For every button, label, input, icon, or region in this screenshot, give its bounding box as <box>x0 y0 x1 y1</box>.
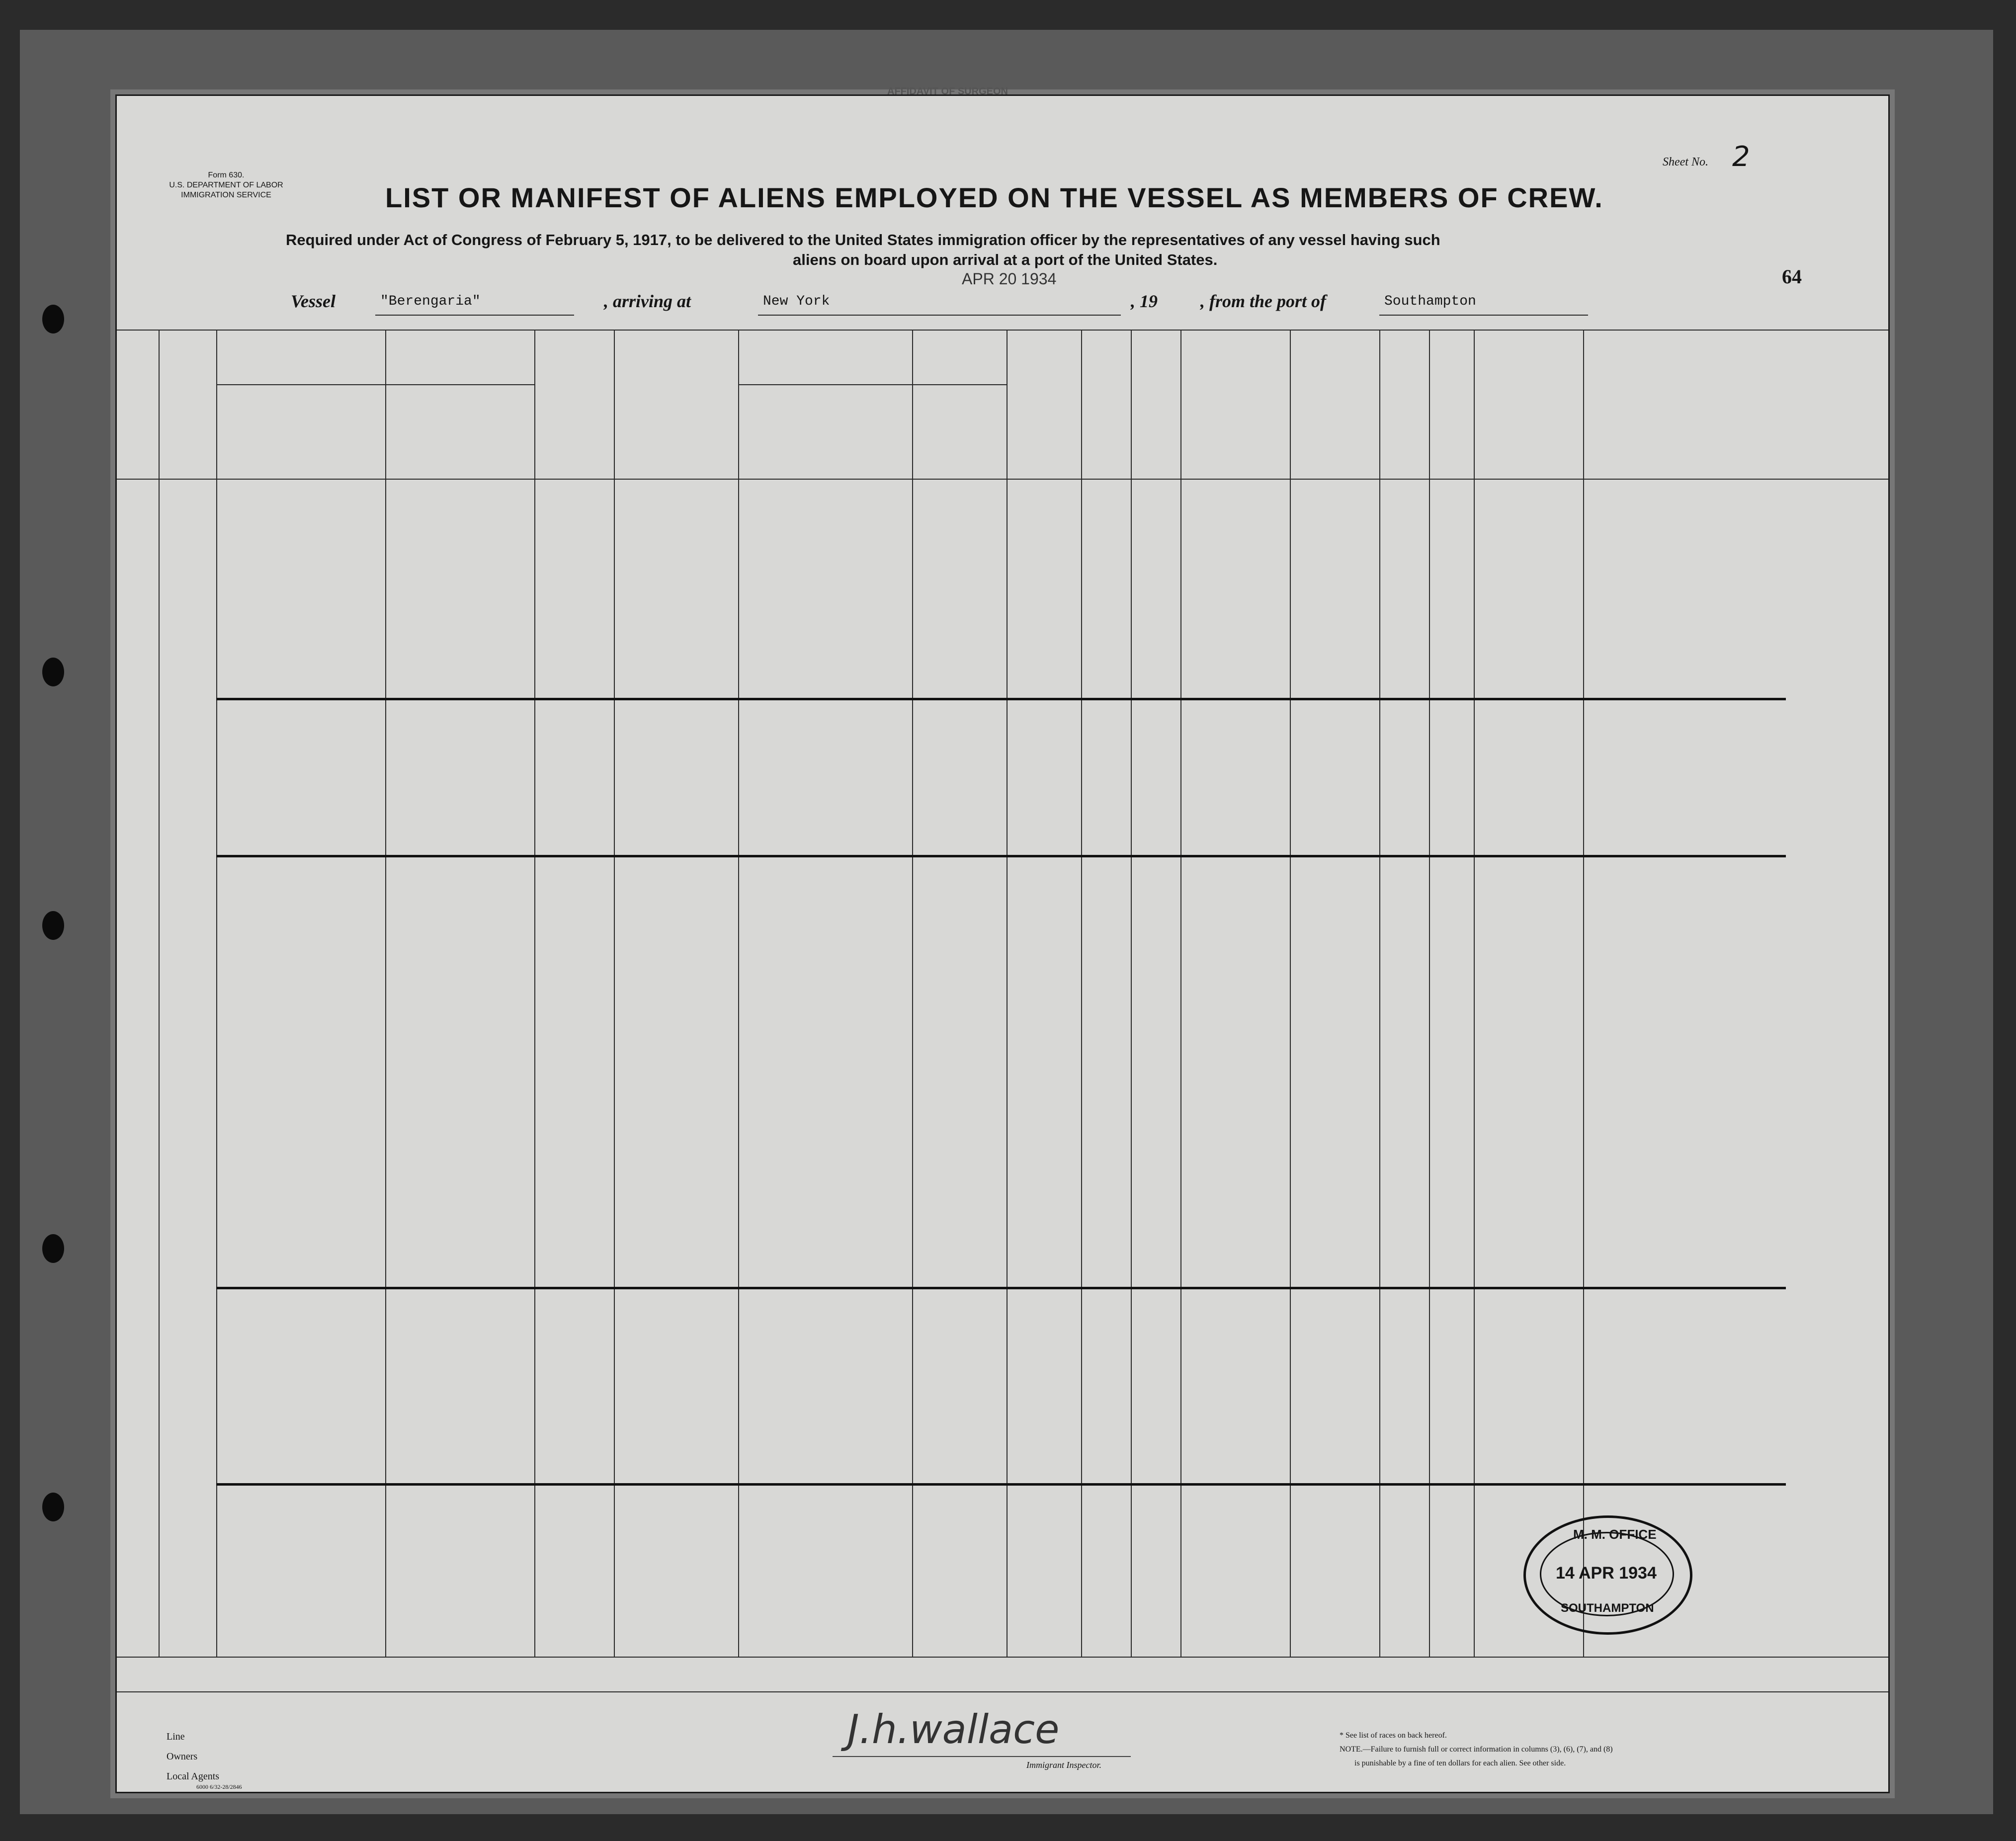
shipped-subheader-rule <box>738 384 1007 385</box>
arriving-label: , arriving at <box>604 291 691 311</box>
column-rule <box>614 330 615 1657</box>
column-rule <box>1131 330 1132 1657</box>
table-top-rule <box>117 330 1888 331</box>
stamp-port: SOUTHAMPTON <box>1561 1601 1654 1615</box>
sheet-number: 2 <box>1732 141 1750 173</box>
column-rule <box>1474 330 1475 1657</box>
punch-hole <box>42 658 64 686</box>
punch-hole <box>42 305 64 334</box>
mm-office-stamp <box>1523 1515 1692 1635</box>
struck-row-line <box>216 1483 1786 1486</box>
column-rule <box>216 330 217 1657</box>
from-label: , from the port of <box>1200 291 1327 311</box>
struck-row-line <box>216 855 1786 857</box>
affidavit-heading: AFFIDAVIT OF SURGEON <box>887 86 1008 97</box>
punch-hole <box>42 911 64 940</box>
punch-hole <box>42 1493 64 1521</box>
column-rule <box>1583 330 1584 1657</box>
arriving-underline <box>758 315 1121 316</box>
from-underline <box>1379 315 1588 316</box>
print-code: 6000 6/32-28/2846 <box>196 1783 242 1790</box>
year-label: , 19 <box>1131 291 1158 311</box>
table-header-rule <box>117 479 1888 480</box>
inspector-label: Immigrant Inspector. <box>1026 1760 1101 1770</box>
form-number: Form 630. <box>208 171 245 179</box>
from-port: Southampton <box>1384 294 1476 309</box>
subtitle-line-2: aliens on board upon arrival at a port of the United States. <box>793 251 1218 268</box>
stamp-date: 14 APR 1934 <box>1556 1564 1657 1583</box>
manifest-sheet <box>115 86 1890 1793</box>
page-title: LIST OR MANIFEST OF ALIENS EMPLOYED ON THE VESSEL AS MEMBERS OF CREW. <box>385 182 1603 213</box>
line-label: Line <box>167 1731 185 1742</box>
vessel-underline <box>375 315 574 316</box>
footer-divider <box>117 1691 1888 1692</box>
table-bottom-rule <box>117 1657 1888 1658</box>
column-rule <box>159 330 160 1657</box>
sheet-label: Sheet No. <box>1663 156 1708 168</box>
struck-row-line <box>216 1287 1786 1289</box>
agents-label: Local Agents <box>167 1771 220 1782</box>
form-info <box>157 170 296 200</box>
arriving-port: New York <box>763 294 830 309</box>
page-number: 64 <box>1782 265 1802 288</box>
fine-note-2: is punishable by a fine of ten dollars for each alien. See other side. <box>1354 1759 1566 1767</box>
department-name: U.S. DEPARTMENT OF LABOR <box>169 181 283 189</box>
column-rule <box>738 330 739 1657</box>
struck-row-line <box>216 698 1786 700</box>
subtitle-line-1: Required under Act of Congress of February 5, 1917, to be delivered to the United States immigration officer by the representatives of any vessel having such <box>286 231 1440 249</box>
column-rule <box>534 330 535 1657</box>
service-name: IMMIGRATION SERVICE <box>181 191 271 199</box>
owners-label: Owners <box>167 1751 198 1762</box>
name-subheader-rule <box>216 384 534 385</box>
column-rule <box>1081 330 1082 1657</box>
signature-line <box>833 1756 1131 1757</box>
vessel-label: Vessel <box>291 291 336 311</box>
column-rule <box>1180 330 1181 1657</box>
inspector-signature: J.h.wallace <box>847 1706 1060 1753</box>
column-rule <box>1429 330 1430 1657</box>
column-rule <box>1290 330 1291 1657</box>
column-rule <box>912 330 913 1657</box>
column-rule <box>1379 330 1380 1657</box>
races-note: * See list of races on back hereof. <box>1340 1731 1447 1740</box>
punch-hole <box>42 1234 64 1263</box>
arrival-date-stamp: APR 20 1934 <box>962 270 1057 288</box>
column-rule <box>385 330 386 1657</box>
stamp-office: M. M. OFFICE <box>1573 1527 1657 1542</box>
fine-note-1: NOTE.—Failure to furnish full or correct information in columns (3), (6), (7), and (8) <box>1340 1745 1613 1754</box>
vessel-name: "Berengaria" <box>380 294 481 309</box>
column-rule <box>1007 330 1008 1657</box>
